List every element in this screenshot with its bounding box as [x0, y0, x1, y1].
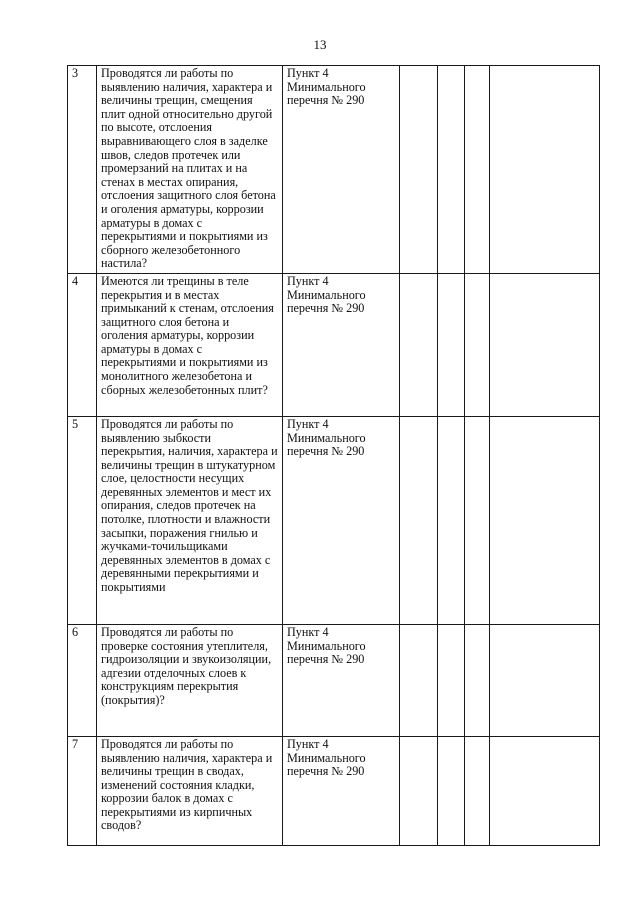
note-cell — [490, 416, 600, 624]
question-text: Проводятся ли работы по выявлению наличия, характера и величины трещин, смещения плит одной относительно другой по высоте, отслоения выравнивающего слоя в заделке швов, следов протечек или промерзаний на плитах и на стенах в местах опирания, отслоения защитного слоя бетона и оголения арматуры, коррозии арматуры в домах с перекрытиями и покрытиями из сборного железобетонного настила? — [97, 66, 283, 274]
answer-cell-na — [465, 273, 490, 416]
note-cell — [490, 66, 600, 274]
answer-cell-no — [438, 736, 465, 845]
row-number: 4 — [68, 273, 97, 416]
answer-cell-no — [438, 416, 465, 624]
answer-cell-yes — [400, 736, 438, 845]
answer-cell-yes — [400, 624, 438, 736]
answer-cell-yes — [400, 273, 438, 416]
note-cell — [490, 736, 600, 845]
row-number: 7 — [68, 736, 97, 845]
row-number: 5 — [68, 416, 97, 624]
answer-cell-na — [465, 736, 490, 845]
row-number: 6 — [68, 624, 97, 736]
answer-cell-no — [438, 273, 465, 416]
note-cell — [490, 273, 600, 416]
question-text: Проводятся ли работы по проверке состояния утеплителя, гидроизоляции и звукоизоляции, адгезии отделочных слоев к конструкциям перекрытия (покрытия)? — [97, 624, 283, 736]
table-row — [68, 66, 600, 274]
legal-reference: Пункт 4 Минимального перечня № 290 — [283, 624, 400, 736]
legal-reference: Пункт 4 Минимального перечня № 290 — [283, 273, 400, 416]
table-row — [68, 416, 600, 624]
answer-cell-na — [465, 66, 490, 274]
legal-reference: Пункт 4 Минимального перечня № 290 — [283, 416, 400, 624]
answer-cell-yes — [400, 416, 438, 624]
legal-reference: Пункт 4 Минимального перечня № 290 — [283, 736, 400, 845]
answer-cell-na — [465, 416, 490, 624]
answer-cell-no — [438, 624, 465, 736]
note-cell — [490, 624, 600, 736]
question-text: Проводятся ли работы по выявлению наличия, характера и величины трещин в сводах, изменений состояния кладки, коррозии балок в домах с перекрытиями из кирпичных сводов? — [97, 736, 283, 845]
row-number: 3 — [68, 66, 97, 274]
question-text: Проводятся ли работы по выявлению зыбкости перекрытия, наличия, характера и величины трещин в штукатурном слое, целостности несущих деревянных элементов и мест их опирания, следов протечек на потолке, плотности и влажности засыпки, поражения гнилью и жучками-точильщиками деревянных элементов в домах с деревянными перекрытиями и покрытиями — [97, 416, 283, 624]
table-row — [68, 736, 600, 845]
answer-cell-na — [465, 624, 490, 736]
answer-cell-no — [438, 66, 465, 274]
table-row — [68, 624, 600, 736]
page-number: 13 — [313, 37, 327, 52]
question-text: Имеются ли трещины в теле перекрытия и в местах примыканий к стенам, отслоения защитного слоя бетона и оголения арматуры, коррозии арматуры в домах с перекрытиями и покрытиями из монолитного железобетона и сборных железобетонных плит? — [97, 273, 283, 416]
checklist-table — [67, 65, 600, 846]
answer-cell-yes — [400, 66, 438, 274]
legal-reference: Пункт 4 Минимального перечня № 290 — [283, 66, 400, 274]
table-row — [68, 273, 600, 416]
